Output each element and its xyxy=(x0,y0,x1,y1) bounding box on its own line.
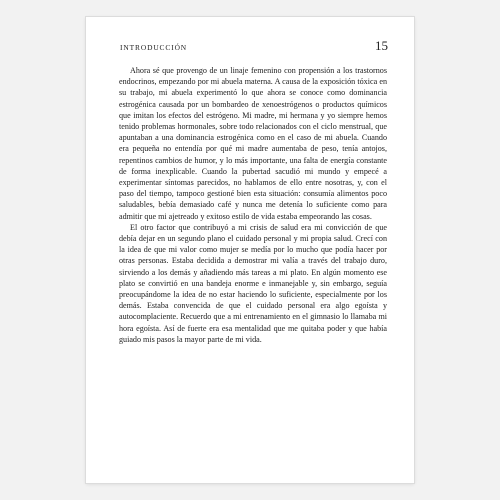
body-text xyxy=(119,65,387,345)
page-number: 15 xyxy=(375,38,388,53)
paragraph: El otro factor que contribuyó a mi crisis de salud era mi convicción de que debía dejar en un segundo plano el cuidado personal y mi propia salud. Crecí con la idea de que mi valor como mujer se medía por lo mucho que podía hacer por otras personas. Estaba decidida a demostrar mi valía a través del trabajo duro, sirviendo a los demás y añadiendo más tareas a mi plato. En algún momento ese plato se convirtió en una bandeja enorme e inmanejable y, sin embargo, seguía preocupándome la idea de no estar haciendo lo suficiente, especialmente por los demás. Estaba convencida de que el cuidado personal era algo egoísta y autocomplaciente. Recuerdo que a mi entrenamiento en el gimnasio lo llamaba mi hora egoísta. Así de fuerte era esa mentalidad que me quitaba poder y que había guiado mis pasos la mayor parte de mi vida. xyxy=(119,222,387,344)
paragraph: Ahora sé que provengo de un linaje femenino con propensión a los trastornos endocrinos, empezando por mi abuela materna. A causa de la exposición tóxica en su trabajo, mi abuela experimentó lo que ahora se conoce como dominancia estrogénica causada por un bombardeo de xenoestrógenos o productos químicos que imitan los efectos del estrógeno. Mi madre, mi hermana y yo siempre hemos tenido problemas hormonales, sobre todo relacionados con el ciclo menstrual, que apuntaban a una dominancia estrogénica como en el caso de mi abuela. Cuando era pequeña no entendía por qué mi madre aumentaba de peso, tenía antojos, repentinos cambios de humor, y lo más importante, una falta de energía constante de forma inexplicable. Cuando la pubertad sacudió mi mundo y empecé a experimentar síntomas parecidos, no hablamos de ello entre nosotras, y, con el paso del tiempo, tampoco gestioné bien esta situación: consumía alimentos poco saludables, bebía demasiado café y nunca me detenía lo suficiente como para admitir que mi ajetreado y exitoso estilo de vida estaba empeorando las cosas. xyxy=(119,66,387,221)
running-head: INTRODUCCIÓN xyxy=(120,43,188,52)
book-page xyxy=(86,17,414,483)
